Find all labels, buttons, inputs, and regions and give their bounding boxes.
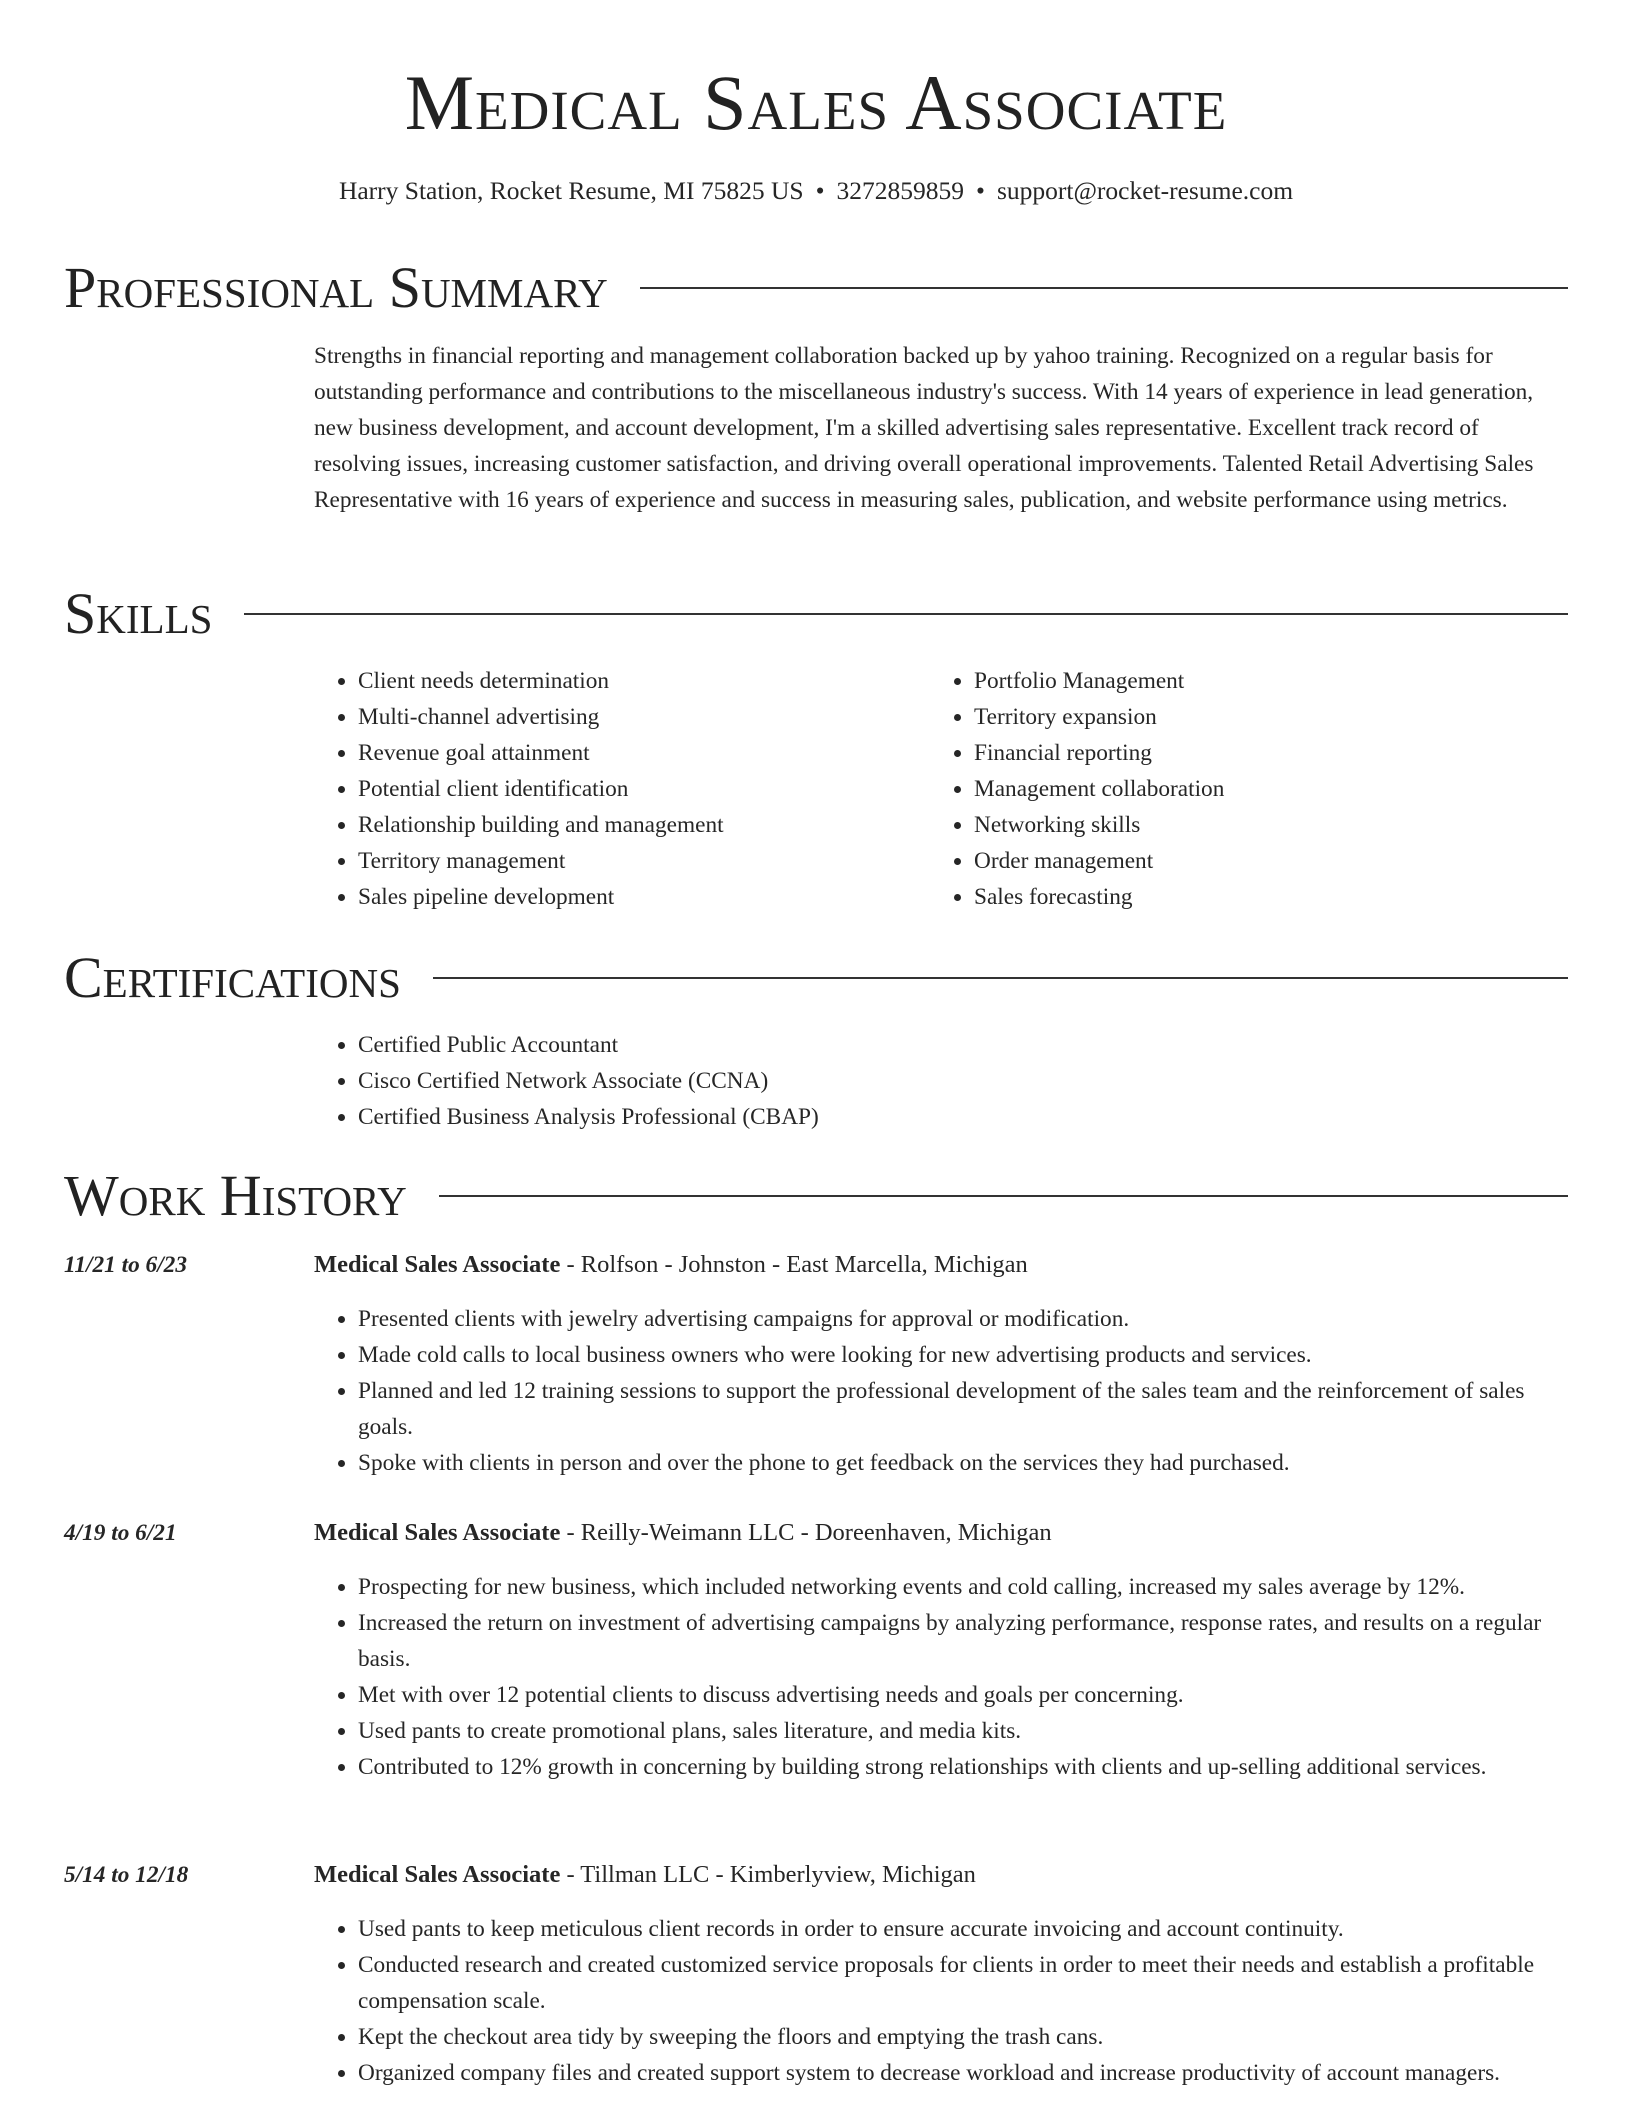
skill-item: • Client needs determination: [358, 663, 914, 699]
job-bullet: • Organized company files and created support system to decrease workload and increase productivity of account managers.: [358, 2055, 1568, 2091]
contact-line: [0, 174, 1632, 208]
section-title-work-history: Work History: [64, 1163, 407, 1228]
section-title-skills: Skills: [64, 581, 213, 646]
contact-address: Harry Station, Rocket Resume, MI 75825 US: [338, 176, 804, 205]
section-title-summary: Professional Summary: [64, 255, 608, 320]
job-bullet: • Prospecting for new business, which included networking events and cold calling, increased my sales average by 12%.: [358, 1569, 1568, 1605]
job-heading: [314, 1857, 976, 1893]
job-employer-location: - Rolfson - Johnston - East Marcella, Michigan: [560, 1251, 1028, 1278]
skills-column-right: [930, 663, 1530, 915]
job-bullet: • Presented clients with jewelry advertising campaigns for approval or modification.: [358, 1301, 1568, 1337]
contact-email: support@rocket-resume.com: [996, 176, 1294, 205]
certification-item: • Cisco Certified Network Associate (CCNA): [358, 1063, 1570, 1099]
certification-item: • Certified Public Accountant: [358, 1027, 1570, 1063]
job-bullet: • Kept the checkout area tidy by sweeping the floors and emptying the trash cans.: [358, 2019, 1568, 2055]
job-bullets: [314, 1911, 1568, 2091]
job-heading: [314, 1247, 1028, 1283]
job-employer-location: - Reilly-Weimann LLC - Doreenhaven, Michigan: [560, 1519, 1052, 1546]
job-bullet: • Met with over 12 potential clients to discuss advertising needs and goals per concerning.: [358, 1677, 1568, 1713]
section-divider: [439, 1195, 1568, 1197]
skill-item: • Portfolio Management: [974, 663, 1530, 699]
job-title: Medical Sales Associate: [314, 1519, 561, 1546]
job-employer-location: - Tillman LLC - Kimberlyview, Michigan: [560, 1861, 976, 1888]
job-bullet: • Conducted research and created customized service proposals for clients in order to meet their needs and establish a profitable compensation scale.: [358, 1947, 1568, 2019]
job-title: Medical Sales Associate: [314, 1251, 561, 1278]
job-dates: 11/21 to 6/23: [64, 1252, 187, 1278]
certification-item: • Certified Business Analysis Professional (CBAP): [358, 1099, 1570, 1135]
skill-item: • Territory expansion: [974, 699, 1530, 735]
job-bullets: [314, 1301, 1568, 1481]
skill-item: • Multi-channel advertising: [358, 699, 914, 735]
job-title: Medical Sales Associate: [314, 1861, 561, 1888]
skill-item: • Sales pipeline development: [358, 879, 914, 915]
job-bullet: • Made cold calls to local business owners who were looking for new advertising products and services.: [358, 1337, 1568, 1373]
skill-item: • Potential client identification: [358, 771, 914, 807]
skills-column-left: [314, 663, 914, 915]
section-divider: [244, 613, 1568, 615]
section-title-certifications: Certifications: [64, 945, 401, 1010]
job-bullet: • Spoke with clients in person and over the phone to get feedback on the services they had purchased.: [358, 1445, 1568, 1481]
job-heading: [314, 1515, 1052, 1551]
skill-item: • Sales forecasting: [974, 879, 1530, 915]
skill-item: • Relationship building and management: [358, 807, 914, 843]
job-bullet: • Contributed to 12% growth in concerning by building strong relationships with clients and up-selling additional services.: [358, 1749, 1568, 1785]
skill-item: • Revenue goal attainment: [358, 735, 914, 771]
section-header-skills: [64, 579, 1568, 649]
skill-item: • Management collaboration: [974, 771, 1530, 807]
job-dates: 4/19 to 6/21: [64, 1520, 177, 1546]
section-divider: [640, 287, 1568, 289]
skill-item: • Financial reporting: [974, 735, 1530, 771]
skill-item: • Networking skills: [974, 807, 1530, 843]
certifications-list: [314, 1027, 1570, 1135]
section-header-summary: [64, 253, 1568, 323]
skill-item: • Order management: [974, 843, 1530, 879]
contact-phone: 3272859859: [836, 176, 964, 205]
section-header-work-history: [64, 1161, 1568, 1231]
job-bullet: • Increased the return on investment of advertising campaigns by analyzing performance, response rates, and results on a regular basis.: [358, 1605, 1568, 1677]
contact-separator: •: [815, 176, 825, 205]
job-bullet: • Used pants to keep meticulous client records in order to ensure accurate invoicing and account continuity.: [358, 1911, 1568, 1947]
job-dates: 5/14 to 12/18: [64, 1862, 189, 1888]
job-bullet: • Planned and led 12 training sessions to support the professional development of the sales team and the reinforcement of sales goals.: [358, 1373, 1568, 1445]
job-bullet: • Used pants to create promotional plans, sales literature, and media kits.: [358, 1713, 1568, 1749]
section-divider: [433, 977, 1568, 979]
contact-separator: •: [976, 176, 985, 205]
skill-item: • Territory management: [358, 843, 914, 879]
job-bullets: [314, 1569, 1568, 1785]
resume-title: Medical Sales Associate: [404, 59, 1228, 146]
summary-text: Strengths in financial reporting and management collaboration backed up by yahoo training. Recognized on a regular basis for outstanding performance and contributions to the miscellaneous industry's success. With 14 years of experience in lead generation, new business development, and account development, I'm a skilled advertising sales representative. Excellent track record of resolving issues, increasing customer satisfaction, and driving overall operational improvements. Talented Retail Advertising Sales Representative with 16 years of experience and success in measuring sales, publication, and website performance using metrics.: [314, 343, 1534, 513]
section-header-certifications: [64, 943, 1568, 1013]
